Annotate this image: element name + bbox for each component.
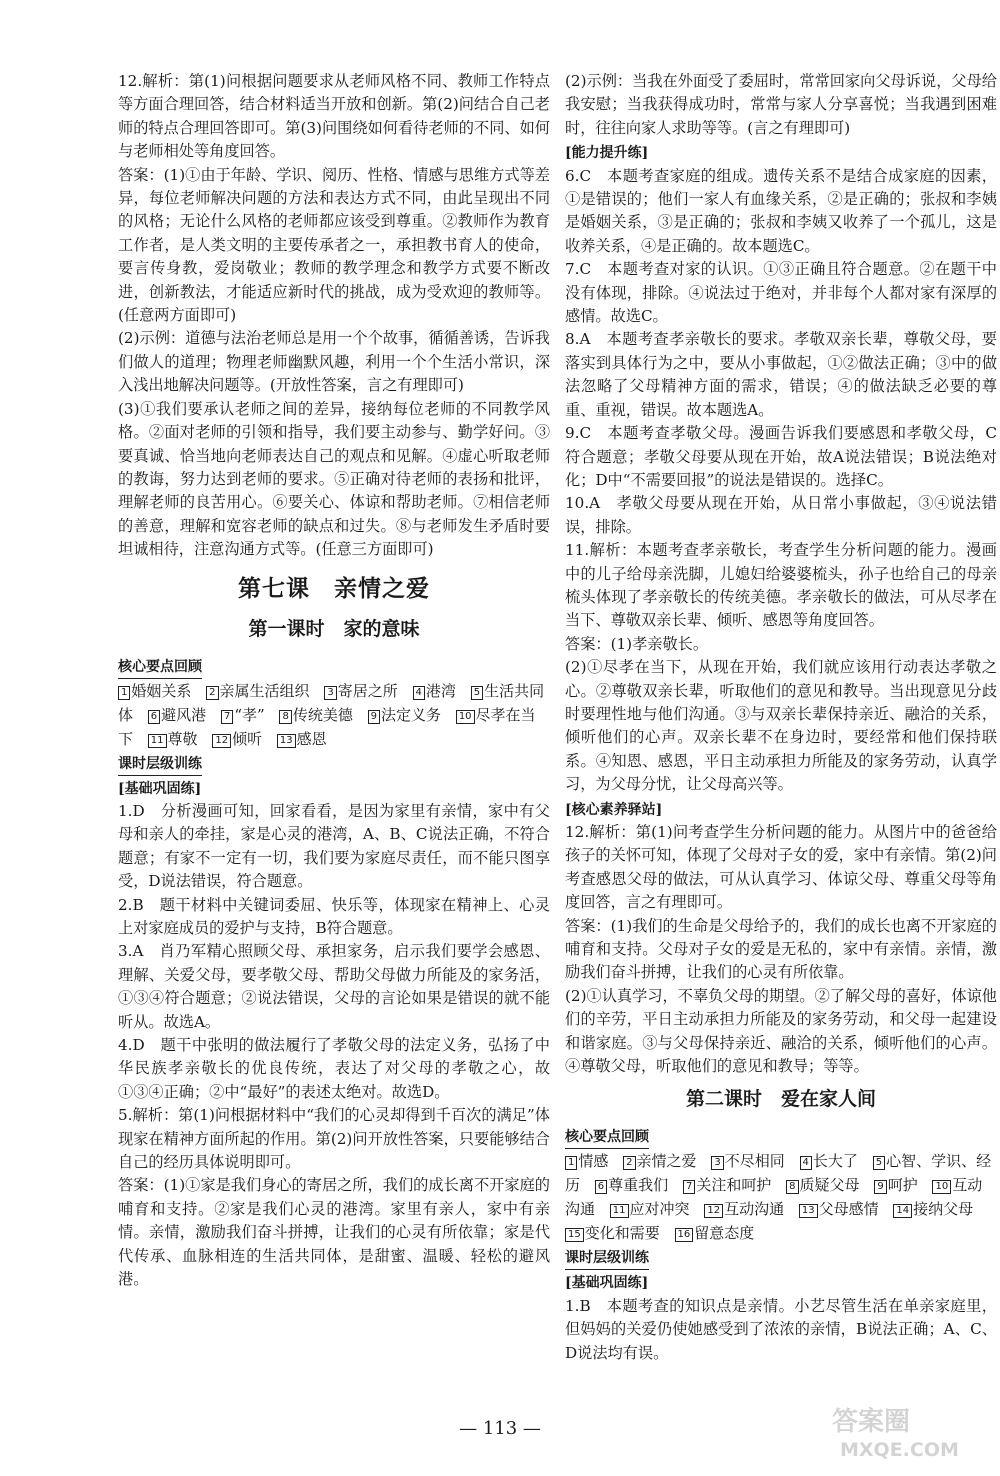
core-item-text: 尽孝在当下 [118,705,536,748]
core-item-text: 避风港 [161,705,207,724]
right-column [565,70,997,1365]
core-item-number: 8 [279,710,291,724]
core-item [221,706,265,724]
core-item [148,706,206,724]
training-label-2: 课时层级训练 [565,1247,649,1270]
ability-label: [能力提升练] [565,145,649,162]
core-item [148,730,198,748]
core-item [893,1200,973,1218]
q1: 1.D 分析漫画可知，回家看看，是因为家里有亲情，家中有父母和亲人的牵挂，家是心灵的港湾，A、B、C说法正确，不符合题意；有家不一定有一切，我们要为家庭尽责任，而不能只图享受，D说法错误，符合题意。 [118,801,550,891]
core-item [711,1152,784,1170]
q12r-answer-1: 答案：(1)我们的生命是父母给予的，我们的成长也离不开家庭的哺育和支持。父母对子女的爱是无私的，家中有亲情。亲情，激励我们奋斗拼搏，让我们的心灵有所依靠。 [565,916,997,982]
q12-analysis: 12.解析：第(1)问根据问题要求从老师风格不同、教师工作特点等方面合理回答，结合材料适当开放和创新。第(2)问结合自己老师的特点合理回答即可。第(3)问围绕如何看待老师的不同、如何与老师相处等角度回答。 [118,72,550,161]
core-item-number: 4 [413,686,425,700]
core-item-text: 传统美德 [292,705,353,724]
period2-title: 第二课时 爱在家人间 [685,1088,876,1111]
basic-label-2: [基础巩固练] [565,1275,649,1292]
core-item-text: 变化和需要 [584,1224,660,1243]
q11-answer-2: (2)①尽孝在当下，从现在开始，我们就应该用行动表达孝敬之心。②尊敬双亲长辈，听取他们的意见和教导。当出现意见分歧时要理性地与他们沟通。③与双亲长辈保持亲近、融洽的关系，倾听他们的心声。双亲长辈不在身边时，要经常和他们保持联系。④知恩、感恩，平日主动承担力所能及的家务劳动，认真学习，为父母分忧，让父母高兴等。 [565,658,997,794]
core-items-list [118,679,550,751]
core-item-number: 12 [704,1204,723,1218]
core-item-number: 16 [675,1228,694,1242]
q12r-analysis: 12.解析：第(1)问考查学生分析问题的能力。从图片中的爸爸给孩子的关怀可知，体现了父母对子女的爱，家中有亲情。第(2)问考查感恩父母的做法，可从认真学习、体谅父母、尊重父母等角度回答，言之有理即可。 [565,823,997,912]
lesson-title: 第七课 亲情之爱 [238,574,430,602]
core-item [565,1152,608,1170]
core-item [683,1176,771,1194]
q6: 6.C 本题考查家庭的组成。遗传关系不是结合成家庭的因素，①是错误的；他们一家人有血缘关系，②是正确的；张叔和李姨是婚姻关系，③是正确的；张叔和李姨又收养了一个孤儿，这是收养关系，④是正确的。故本题选C。 [565,166,997,255]
core-item-number: 13 [277,734,296,748]
core-item-number: 6 [595,1180,607,1194]
watermark-sub: MXQE.COM [840,1439,959,1461]
core-item [786,1176,859,1194]
core-item-number: 1 [565,1156,577,1170]
core-item [324,682,397,700]
core-item [118,682,191,700]
period-title: 第一课时 家的意味 [248,617,420,640]
core-item-text: 尊重我们 [608,1176,669,1195]
q4: 4.D 题干中张明的做法履行了孝敬父母的法定义务，弘扬了中华民族孝亲敬长的优良传统，表达了对父母的孝敬之心，故①③④正确；②中“最好”的表述太绝对。故选D。 [118,1036,550,1101]
core-item [206,682,309,700]
watermark-main: 答案圈 [832,1407,911,1437]
core-item-number: 10 [456,710,475,724]
core-item-text: 互动沟通 [565,1176,983,1219]
core-item-number: 8 [786,1180,798,1194]
q12-answer-2: (2)示例：道德与法治老师总是用一个个故事，循循善诱，告诉我们做人的道理；物理老师幽默风趣，利用一个个生活小常识，深入浅出地解决问题等。(开放性答案，言之有理即可) [118,329,550,395]
left-column [118,70,550,1291]
core-item-number: 2 [206,686,218,700]
page-number: — 113 — [459,1418,541,1439]
core-item-text: 长大了 [812,1152,858,1171]
core-item-text: 亲属生活组织 [219,681,310,700]
core-item-text: 呵护 [887,1176,918,1195]
core-item-number: 3 [711,1156,723,1170]
training-label: 课时层级训练 [118,753,202,776]
q9: 9.C 本题考查孝敬父母。漫画告诉我们要感恩和孝敬父母，C符合题意；孝敬父母要从现在开始，故A说法错误；B说法绝对化；D中“不需要回报”的说法是错误的。选择C。 [565,424,997,489]
core-item-number: 5 [471,686,483,700]
core-item-text: 亲情之爱 [636,1152,697,1171]
core-items-list-2 [565,1149,997,1245]
core-item-text: 心智、学识、经历 [565,1152,992,1195]
core-item-text: 情感 [578,1152,609,1171]
core-item-number: 12 [212,734,231,748]
core-item [610,1200,690,1218]
core-item [704,1200,784,1218]
core-item-number: 11 [148,734,167,748]
core-item-number: 1 [118,686,130,700]
core-item-number: 6 [148,710,160,724]
core-item-number: 5 [873,1156,885,1170]
q2: 2.B 题干材料中关键词委屈、快乐等，体现家在精神上、心灵上对家庭成员的爱护与支持，B符合题意。 [118,895,550,937]
core-item-number: 15 [565,1228,584,1242]
core-item [675,1224,755,1242]
core-item [413,682,456,700]
q3: 3.A 肖乃军精心照顾父母、承担家务，启示我们要学会感恩、理解、关爱父母，要孝敬父母、帮助父母做力所能及的家务活，①③④符合题意；②说法错误，父母的言论如果是错误的就不能听从。故选A。 [118,942,550,1031]
core-item-number: 3 [324,686,336,700]
core-item-number: 2 [623,1156,635,1170]
core-item-text: “孝” [234,705,265,724]
q11-answer-1: 答案：(1)孝亲敬长。 [565,634,709,653]
core-review-label: 核心要点回顾 [118,656,202,679]
core-item [874,1176,917,1194]
q7: 7.C 本题考查对家的认识。①③正确且符合题意。②在题干中没有体现，排除。④说法过于绝对，并非每个人都对家有深厚的感情。故选C。 [565,260,997,326]
q11-analysis: 11.解析：本题考查孝亲敬长，考查学生分析问题的能力。漫画中的儿子给母亲洗脚，儿媳妇给婆婆梳头，孙子也给自己的母亲梳头体现了孝亲敬长的传统美德。孝亲敬长的做法，可从尽孝在当下、尊敬双亲长辈、倾听、感恩等角度回答。 [565,541,997,630]
core-item-text: 感恩 [296,729,327,748]
q5-answer-2: (2)示例：当我在外面受了委屈时，常常回家向父母诉说，父母给我安慰；当我获得成功时，常常与家人分享喜悦；当我遇到困难时，往往向家人求助等等。(言之有理即可) [565,72,997,137]
core-item-number: 9 [874,1180,886,1194]
core-item-number: 14 [893,1204,912,1218]
core-item-number: 13 [799,1204,818,1218]
core-item-text: 应对冲突 [629,1200,690,1219]
q12-answer-3: (3)①我们要承认老师之间的差异，接纳每位老师的不同教学风格。②面对老师的引领和指导，我们要主动参与、勤学好问。③要真诚、恰当地向老师表达自己的观点和见解。④虚心听取老师的教诲，努力达到老师的要求。⑤正确对待老师的表扬和批评，理解老师的良苦用心。⑥要关心、体谅和帮助老师。⑦相信老师的善意，理解和宽容老师的缺点和过失。⑧与老师发生矛盾时要坦诚相待，注意沟通方式等。(任意三方面即可) [118,399,550,559]
core-review-label-2: 核心要点回顾 [565,1126,649,1149]
q10: 10.A 孝敬父母要从现在开始，从日常小事做起，③④说法错误，排除。 [565,494,997,536]
core-item-text: 互动沟通 [724,1200,785,1219]
core-item-text: 法定义务 [381,705,442,724]
core-item [623,1152,696,1170]
core-item [277,730,327,748]
q8: 8.A 本题考查孝亲敬长的要求。孝敬双亲长辈，尊敬父母，要落实到具体行为之中，要从小事做起，①②做法正确；③中的做法忽略了父母精神方面的需求，错误；④的做法缺乏必要的尊重、重视，错误。故本题选A。 [565,330,997,419]
core-item-text: 接纳父母 [913,1200,974,1219]
core-item-text: 婚姻关系 [131,681,192,700]
q5-analysis: 5.解析：第(1)问根据材料中“我们的心灵却得到千百次的满足”体现家在精神方面所起的作用。第(2)问开放性答案，只要能够结合自己的经历具体说明即可。 [118,1106,550,1172]
core-item [279,706,352,724]
core-item-number: 10 [932,1180,951,1194]
core-item-number: 11 [610,1204,629,1218]
core-item [565,1224,660,1242]
core-item-text: 倾听 [232,729,263,748]
core-item [212,730,262,748]
core-item [800,1152,858,1170]
core-item-text: 港湾 [425,681,456,700]
core-item-text: 父母感情 [818,1200,879,1219]
core-item-text: 留意态度 [694,1224,755,1243]
q1-second: 1.B 本题考查的知识点是亲情。小艺尽管生活在单亲家庭里，但妈妈的关爱仍使她感受到了浓浓的亲情，B说法正确；A、C、D说法均有误。 [565,1296,997,1362]
core-item [595,1176,668,1194]
watermark-logo [826,1402,986,1462]
core-item-number: 4 [800,1156,812,1170]
core-item-number: 9 [368,710,380,724]
q12r-answer-2: (2)①认真学习，不辜负父母的期望。②了解父母的喜好，体谅他们的辛劳，平日主动承担力所能及的家务劳动，和父母一起建设和谐家庭。③与父母保持亲近、融洽的关系，倾听他们的心声。④尊敬父母，听取他们的意见和教导；等等。 [565,986,997,1076]
core-item-text: 生活共同体 [118,681,545,724]
core-item-text: 尊敬 [167,729,198,748]
q5-answer-1: 答案：(1)①家是我们身心的寄居之所，我们的成长离不开家庭的哺育和支持。②家是我们心灵的港湾。家里有亲人，家中有亲情。亲情，激励我们奋斗拼搏，让我们的心灵有所依靠；家是代代传承、血脉相连的生活共同体，是甜蜜、温暖、轻松的避风港。 [118,1176,550,1289]
core-item-number: 7 [683,1180,695,1194]
core-item [799,1200,879,1218]
basic-label: [基础巩固练] [118,780,202,797]
core-item-number: 7 [221,710,233,724]
core-item-text: 寄居之所 [337,681,398,700]
q12-answer-1: 答案：(1)①由于年龄、学识、阅历、性格、情感与思维方式等差异，每位老师解决问题的方法和表达方式不同，由此呈现出不同的风格；无论什么风格的老师都应该受到尊重。②教师作为教育工作者，是人类文明的主要传承者之一，承担教书育人的使命，要言传身教，爱岗敬业；教师的教学理念和教学方式要不断改进，创新教法，才能适应新时代的挑战，成为受欢迎的教师等。(任意两方面即可) [118,165,550,325]
core-item [368,706,441,724]
core-item-text: 不尽相同 [724,1152,785,1171]
literacy-label: [核心素养驿站] [565,801,663,818]
core-item-text: 质疑父母 [799,1176,860,1195]
core-item-text: 关注和呵护 [696,1176,772,1195]
